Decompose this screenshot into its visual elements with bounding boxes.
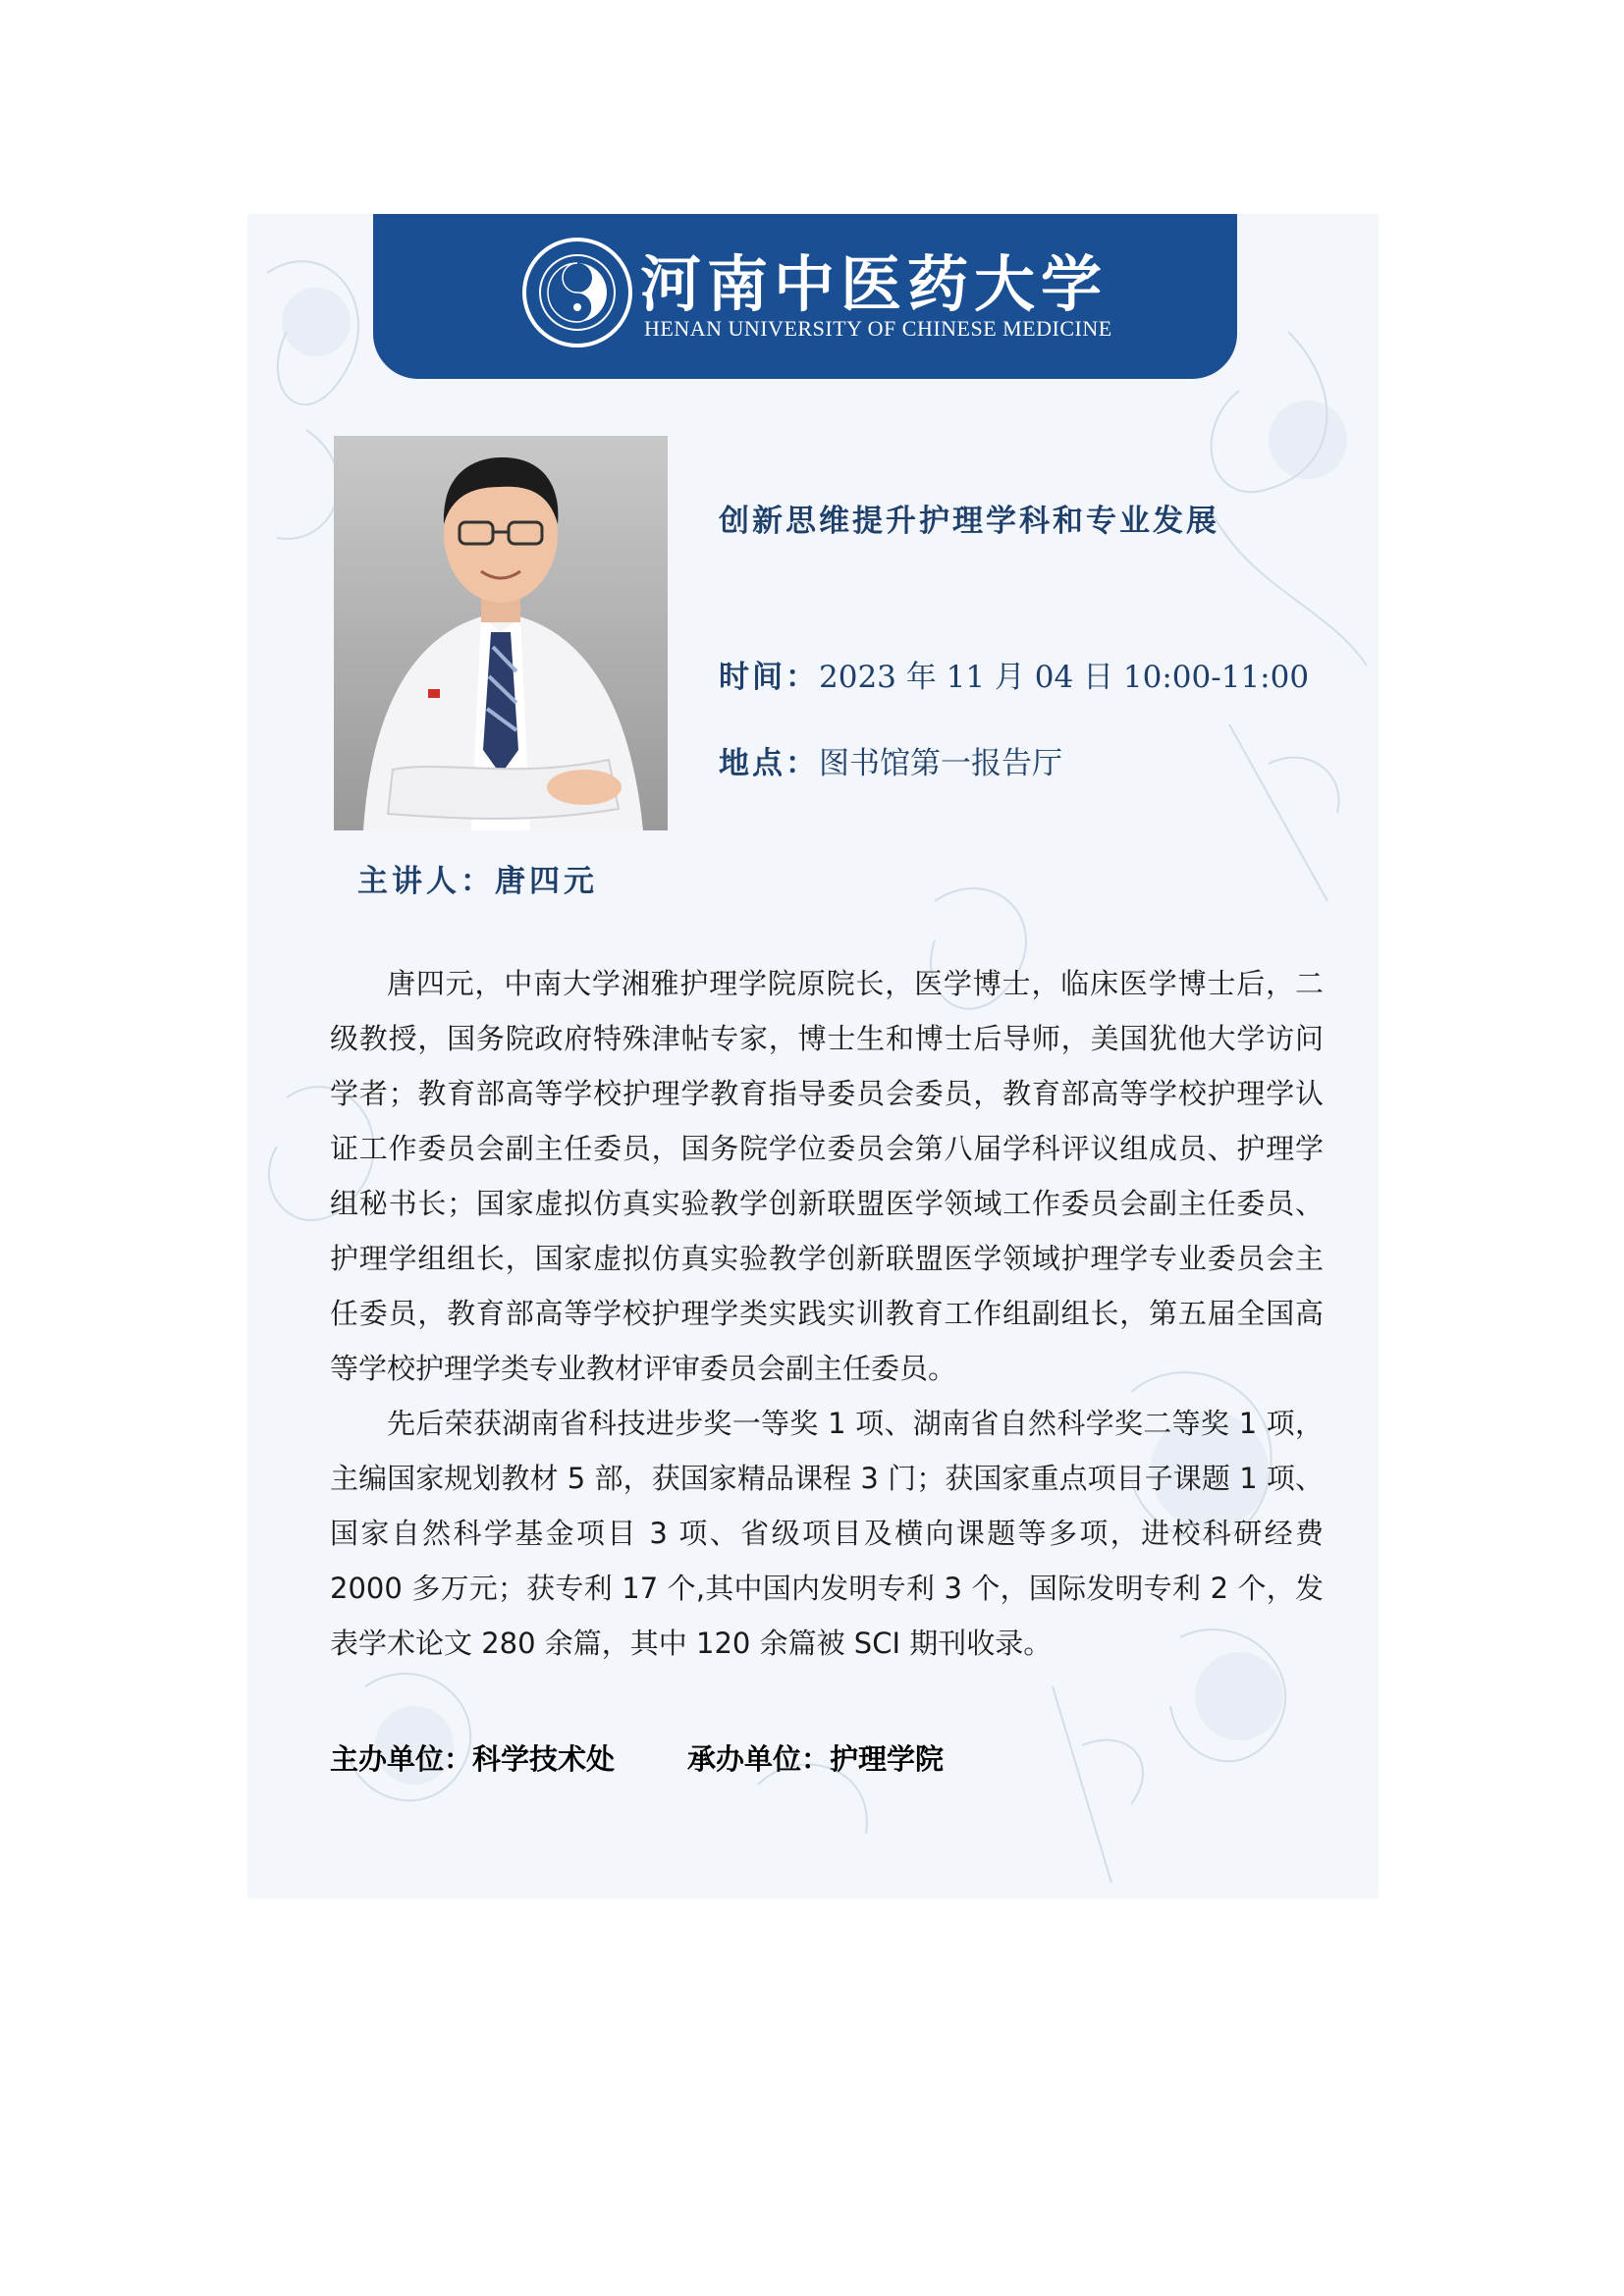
speaker-bio xyxy=(330,956,1324,1671)
speaker-line xyxy=(357,856,598,900)
host-unit: 主办单位：科学技术处 xyxy=(330,1742,616,1776)
lecture-time xyxy=(719,652,1309,696)
organizer-unit: 承办单位：护理学院 xyxy=(687,1742,945,1776)
organizers-line xyxy=(330,1737,944,1778)
speaker-label: 主讲人： xyxy=(357,864,495,899)
poster xyxy=(247,214,1379,1898)
bio-paragraph: 唐四元，中南大学湘雅护理学院原院长，医学博士，临床医学博士后，二级教授，国务院政府特殊津帖专家，博士生和博士后导师，美国犹他大学访问学者；教育部高等学校护理学教育指导委员会委员，教育部高等学校护理学认证工作委员会副主任委员，国务院学位委员会第八届学科评议组成员、护理学组秘书长；国家虚拟仿真实验教学创新联盟医学领域工作委员会副主任委员、护理学组组长，国家虚拟仿真实验教学创新联盟医学领域护理学专业委员会主任委员，教育部高等学校护理学类实践实训教育工作组副组长，第五届全国高等学校护理学类专业教材评审委员会副主任委员。 xyxy=(330,967,1324,1385)
place-value: 图书馆第一报告厅 xyxy=(819,746,1062,781)
time-label: 时间： xyxy=(719,660,819,695)
lecture-title: 创新思维提升护理学科和专业发展 xyxy=(719,504,1219,539)
speaker-photo xyxy=(334,436,668,830)
university-seal-icon xyxy=(520,236,634,349)
header-banner xyxy=(373,214,1237,379)
university-name-cn: 河南中医药大学 xyxy=(640,248,1109,320)
place-label: 地点： xyxy=(719,746,819,781)
time-value: 2023 年 11 月 04 日 10:00-11:00 xyxy=(819,660,1310,695)
lecture-place xyxy=(719,738,1062,782)
university-name-en: HENAN UNIVERSITY OF CHINESE MEDICINE xyxy=(644,316,1112,341)
bio-paragraph: 先后荣获湖南省科技进步奖一等奖 1 项、湖南省自然科学奖二等奖 1 项，主编国家规划教材 5 部，获国家精品课程 3 门；获国家重点项目子课题 1 项、国家自然科学基金项目 3 项、省级项目及横向课题等多项，进校科研经费 2000 多万元；获专利 17 个,其中国内发明专利 3 个，国际发明专利 2 个，发表学术论文 280 余篇，其中 120 余篇被 SCI 期刊收录。 xyxy=(330,1407,1324,1660)
speaker-name: 唐四元 xyxy=(495,864,598,899)
